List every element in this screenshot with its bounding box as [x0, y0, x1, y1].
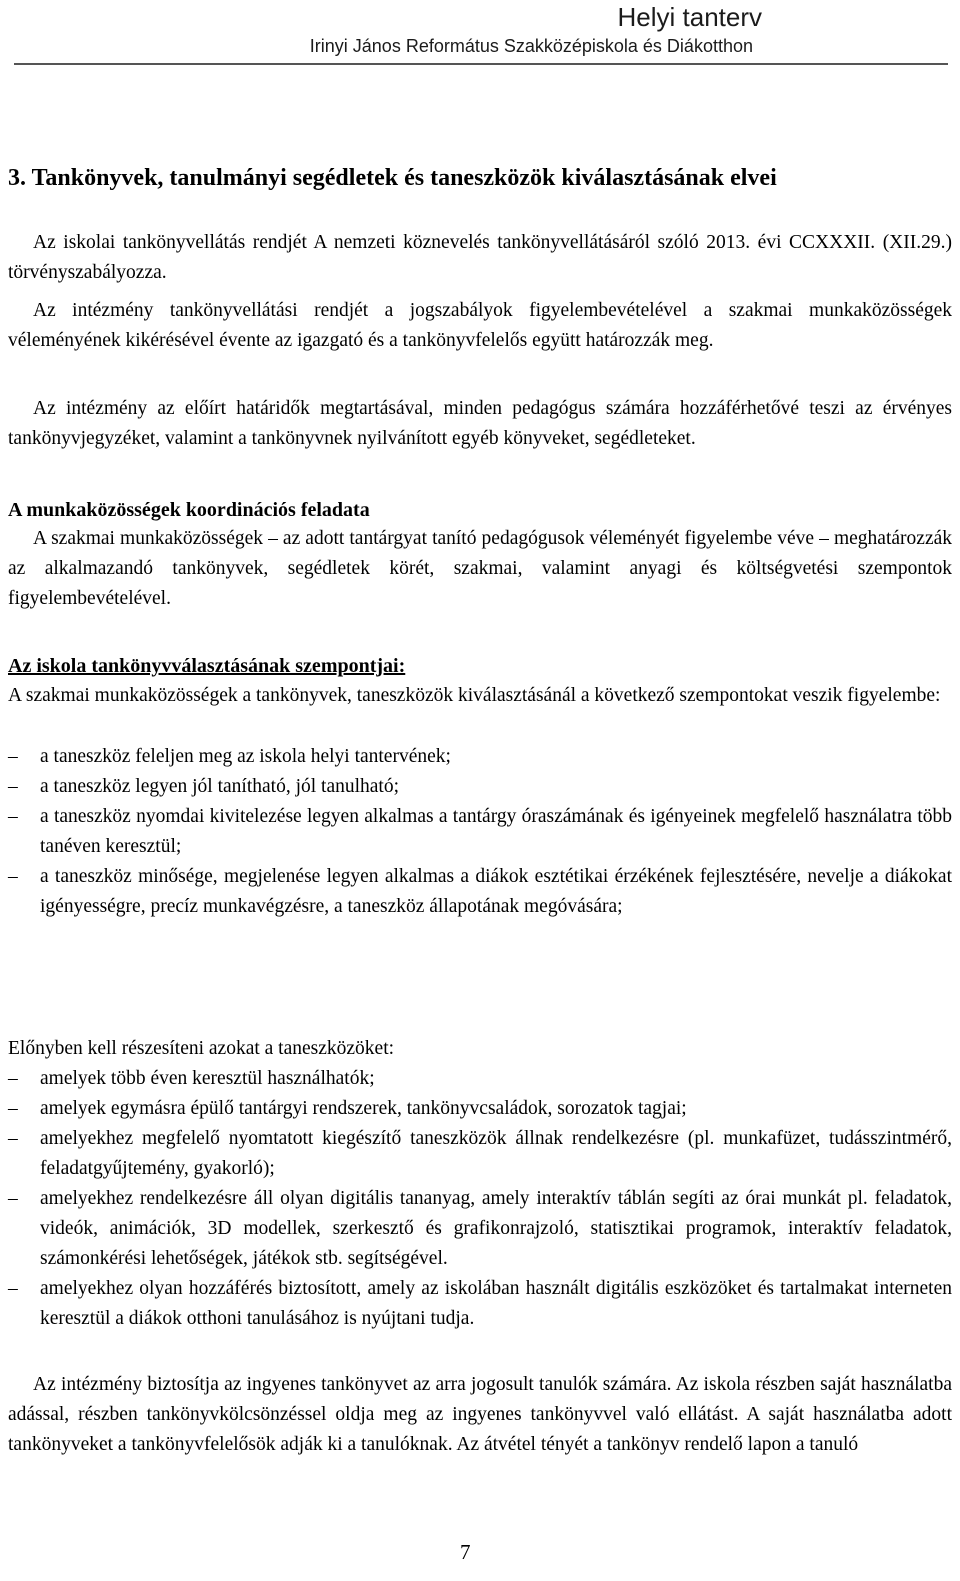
header-title: Helyi tanterv [617, 2, 762, 32]
paragraph-preference: Előnyben kell részesíteni azokat a taneszközöket: [8, 1038, 395, 1059]
paragraph-criteria-intro: A szakmai munkaközösségek a tankönyvek, taneszközök kiválasztásánál a következő szempontokat veszik figyelembe: [8, 685, 941, 706]
list-item-text: a taneszköz nyomdai kivitelezése legyen alkalmas a tantárgy óraszámának és igényeinek megfelelő használatra több tanéven keresztül; [40, 806, 952, 857]
dash-bullet: – [8, 1128, 18, 1149]
subheading-coordination: A munkaközösségek koordinációs feladata [8, 499, 370, 521]
list-item-text: amelyekhez olyan hozzáférés biztosított, amely az iskolában használt digitális eszközöket és tartalmakat interneten keresztül a diákok otthoni tanulásához is nyújtani tudja. [40, 1278, 952, 1329]
list-item-text: a taneszköz legyen jól tanítható, jól tanulható; [40, 776, 400, 797]
dash-bullet: – [8, 1068, 18, 1089]
list-item-text: amelyekhez megfelelő nyomtatott kiegészítő taneszközök állnak rendelkezésre (pl. munkafüzet, tudásszintmérő, feladatgyűjtemény, gyakorló); [40, 1128, 952, 1179]
dash-bullet: – [8, 1188, 18, 1209]
list-item [8, 742, 952, 772]
header-subtitle: Irinyi János Református Szakközépiskola és Diákotthon [309, 36, 753, 56]
dash-bullet: – [8, 806, 18, 827]
dash-bullet: – [8, 746, 18, 767]
list-item [8, 1094, 952, 1124]
list-item [8, 802, 952, 862]
subheading-criteria: Az iskola tankönyvválasztásának szempontjai: [8, 655, 406, 677]
header-divider [14, 63, 948, 65]
list-item [8, 1184, 952, 1274]
paragraph-coordination: A szakmai munkaközösségek – az adott tantárgyat tanító pedagógusok véleményét figyelembe véve – meghatározzák az alkalmazandó tankönyvek, segédletek körét, szakmai, valamint anyagi és költségvetési szempontok figyelembevételével. [8, 528, 952, 609]
list-item [8, 862, 952, 922]
list-item [8, 1064, 952, 1094]
paragraph-access: Az intézmény az előírt határidők megtartásával, minden pedagógus számára hozzáférhetővé teszi az érvényes tankönyvjegyzéket, valamint a tankönyvnek nyilvánított egyéb könyveket, segédleteket. [8, 398, 952, 449]
criteria-list [8, 742, 952, 922]
paragraph-free-textbooks: Az intézmény biztosítja az ingyenes tankönyvet az arra jogosult tanulók számára. Az iskola részben saját használatba adással, részben tankönyvkölcsönzéssel oldja meg az ingyenes tankönyvvel való ellátást. A saját használatba adott tankönyveket a tankönyvfelelősök adják ki a tanulóknak. Az átvétel tényét a tankönyv rendelő lapon a tanuló [8, 1374, 952, 1455]
list-item [8, 772, 952, 802]
paragraph-legal-basis: Az iskolai tankönyvellátás rendjét A nemzeti köznevelés tankönyvellátásáról szóló 2013. évi CCXXXII. (XII.29.) törvényszabályozza. [8, 232, 952, 283]
dash-bullet: – [8, 776, 18, 797]
list-item-text: amelyek egymásra épülő tantárgyi rendszerek, tankönyvcsaládok, sorozatok tagjai; [40, 1098, 687, 1119]
section-heading: 3. Tankönyvek, tanulmányi segédletek és taneszközök kiválasztásának elvei [8, 165, 777, 191]
list-item-text: a taneszköz feleljen meg az iskola helyi tantervének; [40, 746, 451, 767]
dash-bullet: – [8, 1098, 18, 1119]
page-number: 7 [460, 1540, 471, 1564]
preference-list [8, 1064, 952, 1334]
list-item-text: amelyekhez rendelkezésre áll olyan digitális tananyag, amely interaktív táblán segíti az órai munkát pl. feladatok, videók, animációk, 3D modellek, szerkesztő és grafikonrajzoló, statisztikai programok, interaktív feladatok, számonkérési lehetőségek, játékok stb. segítségével. [40, 1188, 952, 1269]
list-item [8, 1274, 952, 1334]
list-item [8, 1124, 952, 1184]
dash-bullet: – [8, 1278, 18, 1299]
dash-bullet: – [8, 866, 18, 887]
list-item-text: amelyek több éven keresztül használhatók; [40, 1068, 375, 1089]
list-item-text: a taneszköz minősége, megjelenése legyen alkalmas a diákok esztétikai érzékének fejlesztésére, nevelje a diákokat igényességre, precíz munkavégzésre, a taneszköz állapotának megóvására; [40, 866, 952, 917]
paragraph-supply-order: Az intézmény tankönyvellátási rendjét a jogszabályok figyelembevételével a szakmai munkaközösségek véleményének kikérésével évente az igazgató és a tankönyvfelelős együtt határozzák meg. [8, 300, 952, 351]
